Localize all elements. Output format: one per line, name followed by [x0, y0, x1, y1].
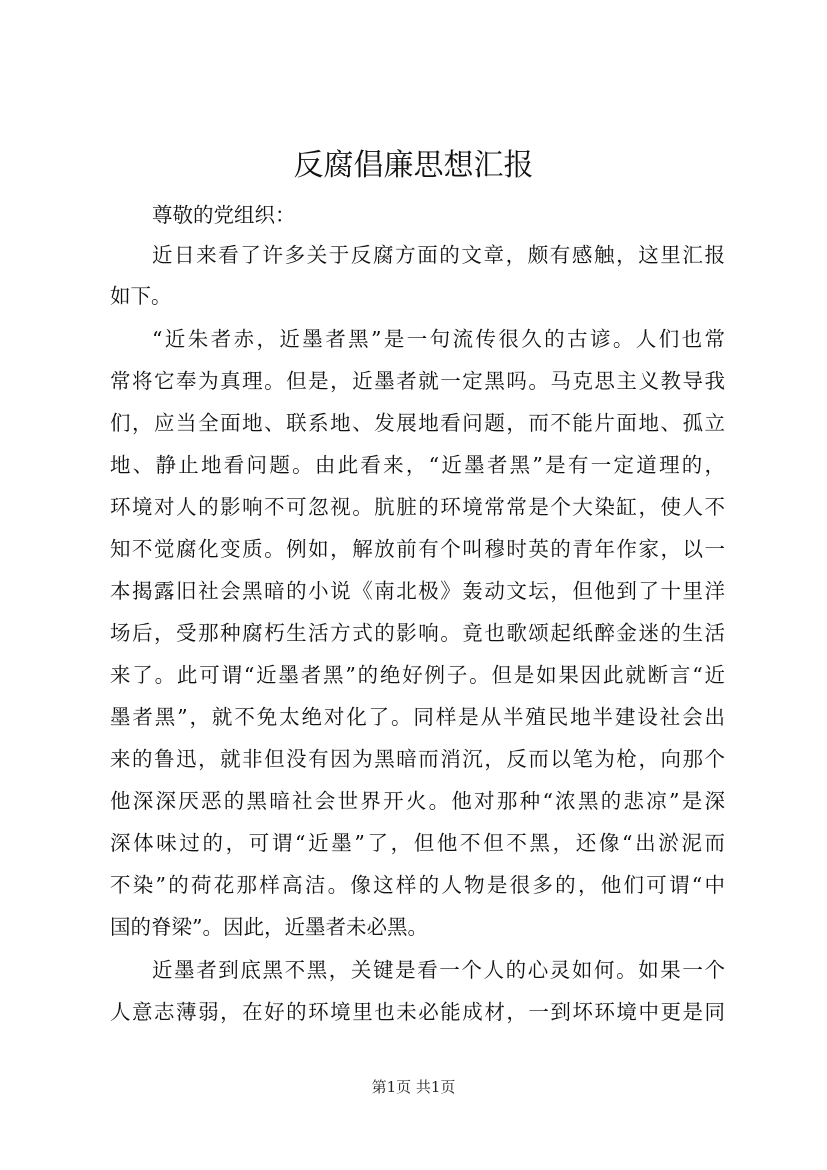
body-line: 环境对人的影响不可忽视。肮脏的环境常常是个大染缸，使人不 [110, 495, 725, 519]
body-line: “近朱者赤，近墨者黑”是一句流传很久的古谚。人们也常 [152, 327, 725, 351]
body-line: 国的脊梁”。因此，近墨者未必黑。 [110, 915, 428, 939]
body-line: 人意志薄弱，在好的环境里也未必能成材，一到坏环境中更是同 [110, 1000, 725, 1024]
body-line: 来的鲁迅，就非但没有因为黑暗而消沉，反而以笔为枪，向那个 [110, 747, 725, 771]
body-line: 近墨者到底黑不黑，关键是看一个人的心灵如何。如果一个 [152, 958, 725, 982]
body-line: 们，应当全面地、联系地、发展地看问题，而不能片面地、孤立 [110, 411, 725, 435]
page-number-footer: 第1页 共1页 [371, 1078, 456, 1096]
body-line: 他深深厌恶的黑暗社会世界开火。他对那种“浓黑的悲凉”是深 [110, 789, 725, 813]
body-line: 地、静止地看问题。由此看来，“近墨者黑”是有一定道理的， [110, 453, 725, 477]
body-line: 如下。 [110, 284, 172, 308]
body-line: 墨者黑”，就不免太绝对化了。同样是从半殖民地半建设社会出 [110, 705, 725, 729]
document-title: 反腐倡廉思想汇报 [293, 148, 534, 183]
body-line: 不染”的荷花那样高洁。像这样的人物是很多的，他们可谓“中 [110, 873, 725, 897]
body-line: 场后，受那种腐朽生活方式的影响。竟也歌颂起纸醉金迷的生活 [110, 621, 725, 645]
body-line: 常将它奉为真理。但是，近墨者就一定黑吗。马克思主义教导我 [110, 369, 725, 393]
body-line: 近日来看了许多关于反腐方面的文章，颇有感触，这里汇报 [152, 243, 725, 267]
salutation: 尊敬的党组织： [152, 203, 296, 227]
body-line: 来了。此可谓“近墨者黑”的绝好例子。但是如果因此就断言“近 [110, 663, 725, 687]
body-line: 知不觉腐化变质。例如，解放前有个叫穆时英的青年作家，以一 [110, 537, 725, 561]
body-line: 深体味过的，可谓“近墨”了，但他不但不黑，还像“出淤泥而 [110, 831, 725, 855]
body-line: 本揭露旧社会黑暗的小说《南北极》轰动文坛，但他到了十里洋 [110, 579, 725, 603]
